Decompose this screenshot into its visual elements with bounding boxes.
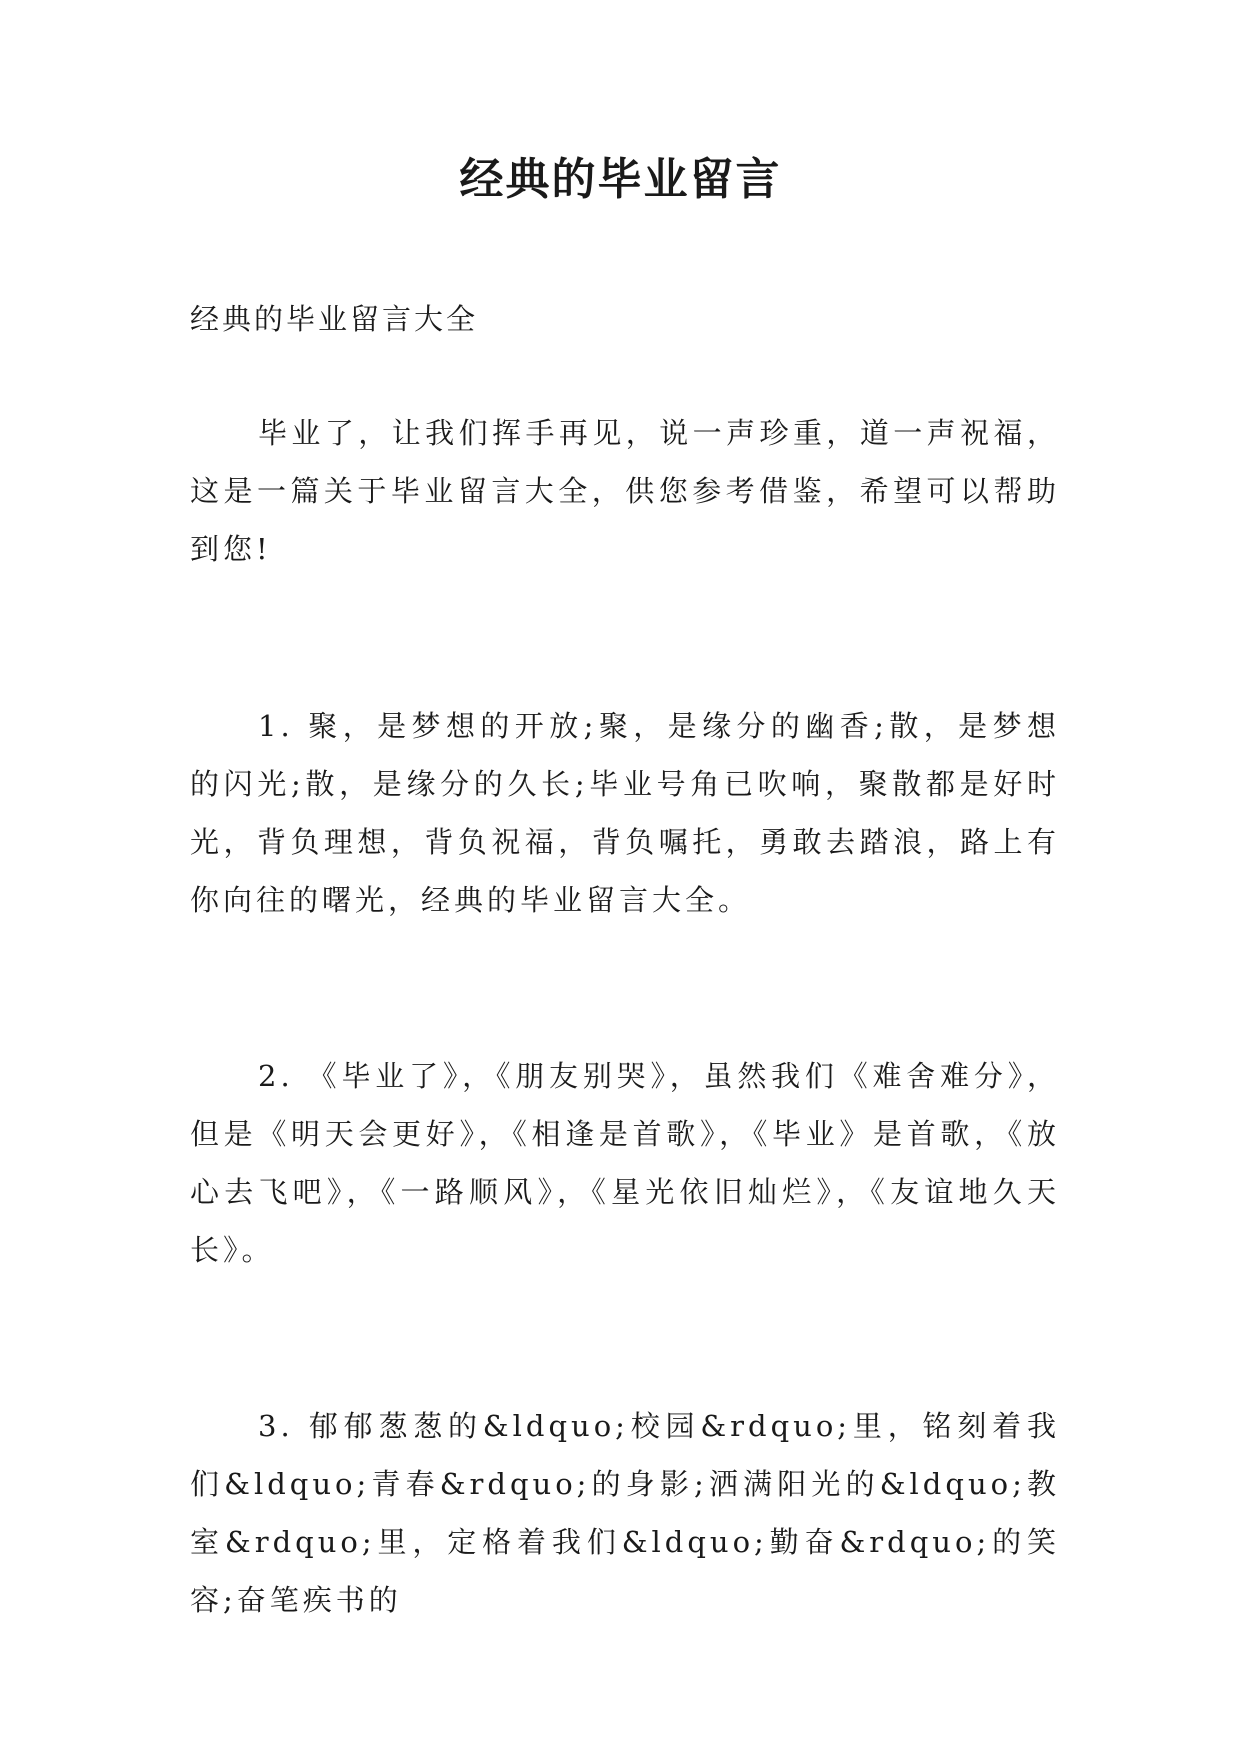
list-item: 2. 《毕业了》，《朋友别哭》，虽然我们《难舍难分》，但是《明天会更好》，《相逢是首歌》，《毕业》是首歌，《放心去飞吧》，《一路顺风》，《星光依旧灿烂》，《友谊地久天长》。 bbox=[190, 1059, 1060, 1267]
list-item: 1. 聚，是梦想的开放;聚，是缘分的幽香;散，是梦想的闪光;散，是缘分的久长;毕业号角已吹响，聚散都是好时光，背负理想，背负祝福，背负嘱托，勇敢去踏浪，路上有你向往的曙光，经典的毕业留言大全。 bbox=[190, 709, 1060, 917]
intro-paragraph: 毕业了，让我们挥手再见，说一声珍重，道一声祝福，这是一篇关于毕业留言大全，供您参考借鉴，希望可以帮助到您! bbox=[190, 416, 1060, 566]
document-title: 经典的毕业留言 bbox=[459, 154, 782, 205]
list-item: 3. 郁郁葱葱的&ldquo;校园&rdquo;里，铭刻着我们&ldquo;青春&rdquo;的身影;洒满阳光的&ldquo;教室&rdquo;里，定格着我们&ldquo;勤奋&rdquo;的笑容;奋笔疾书的 bbox=[190, 1409, 1060, 1617]
document-subtitle: 经典的毕业留言大全 bbox=[190, 302, 479, 336]
